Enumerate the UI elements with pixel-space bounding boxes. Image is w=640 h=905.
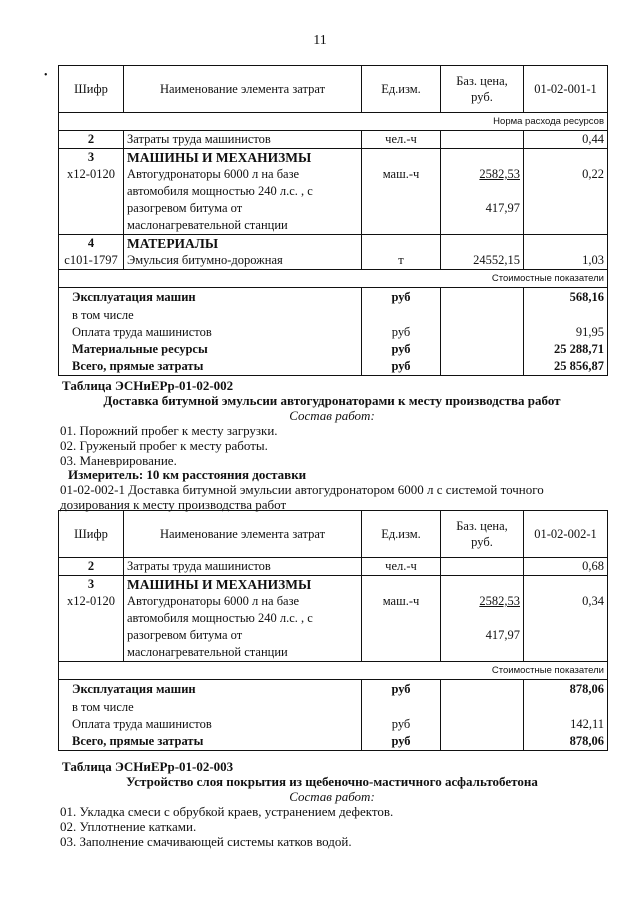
row-code: 4: [59, 235, 124, 253]
row-unit: чел.-ч: [362, 131, 441, 149]
header-name: Наименование элемента затрат: [124, 511, 362, 558]
summary-row: [59, 307, 608, 324]
summary-row: [59, 733, 608, 751]
summary-name: Эксплуатация машин: [59, 680, 362, 700]
summary-value: 878,06: [524, 680, 608, 700]
row-unit: т: [362, 252, 441, 270]
summary-note: в том числе: [59, 699, 362, 716]
work-step: 01. Порожний пробег к месту загрузки.: [60, 423, 278, 438]
section-label-row: [59, 113, 608, 131]
work-description: 01-02-002-1 Доставка битумной эмульсии автогудронатором 6000 л с системой точного: [60, 482, 544, 497]
row-value: 0,44: [524, 131, 608, 149]
row-value: 1,03: [524, 252, 608, 270]
summary-unit: руб: [362, 341, 441, 358]
work-step: 03. Заполнение смачивающей системы катков водой.: [60, 834, 352, 849]
table-row: [59, 200, 608, 217]
row-value: 0,68: [524, 558, 608, 576]
cost-label: Стоимостные показатели: [59, 662, 608, 680]
table-subtitle: Устройство слоя покрытия из щебеночно-мастичного асфальтобетона: [126, 774, 538, 789]
row-name-cont: автомобиля мощностью 240 л.с. , с: [127, 611, 313, 625]
summary-total-value: 25 856,87: [524, 358, 608, 376]
table-row: [59, 593, 608, 610]
row-group-title: МАТЕРИАЛЫ: [127, 236, 219, 251]
summary-row: [59, 680, 608, 700]
summary-row: [59, 324, 608, 341]
work-step: 02. Уплотнение катками.: [60, 819, 197, 834]
row-unit: маш.-ч: [362, 593, 441, 610]
table-row: [59, 252, 608, 270]
summary-row: [59, 288, 608, 308]
header-code: Шифр: [59, 66, 124, 113]
row-name: Затраты труда машинистов: [124, 131, 362, 149]
work-step: 01. Укладка смеси с обрубкой краев, устранением дефектов.: [60, 804, 394, 819]
composition-label: Состав работ:: [289, 408, 375, 423]
work-step: 02. Груженый пробег к месту работы.: [60, 438, 268, 453]
summary-row: [59, 358, 608, 376]
row-name-cont: автомобиля мощностью 240 л.с. , с: [127, 184, 313, 198]
summary-unit: руб: [362, 716, 441, 733]
table-row: [59, 149, 608, 167]
summary-name: Оплата труда машинистов: [59, 324, 362, 341]
row-name: Автогудронаторы 6000 л на базе: [127, 167, 300, 181]
summary-unit: руб: [362, 680, 441, 700]
summary-unit: руб: [362, 733, 441, 751]
row-code: 3: [59, 149, 124, 167]
summary-name: Эксплуатация машин: [59, 288, 362, 308]
summary-value: 142,11: [524, 716, 608, 733]
header-table-code: 01-02-001-1: [524, 66, 608, 113]
summary-row: [59, 699, 608, 716]
row-name-cont: маслонагревательной станции: [124, 217, 362, 235]
row-name: Автогудронаторы 6000 л на базе: [127, 594, 300, 608]
meter-line: Измеритель: 10 км расстояния доставки: [68, 467, 307, 482]
row-group-title: МАШИНЫ И МЕХАНИЗМЫ: [127, 577, 312, 592]
header-price-line1: Баз. цена,: [456, 74, 508, 88]
work-description-cont: дозирования к месту производства работ: [60, 497, 287, 512]
header-name: Наименование элемента затрат: [124, 66, 362, 113]
table-row: [59, 627, 608, 644]
table-row: [59, 166, 608, 183]
row-code: 3: [59, 576, 124, 594]
row-code: 2: [59, 131, 124, 149]
table-header-row: [59, 66, 608, 113]
row-price: 2582,53: [479, 594, 520, 608]
summary-note: в том числе: [59, 307, 362, 324]
row-price-secondary: 417,97: [485, 628, 520, 642]
header-price-line2: руб.: [471, 535, 493, 549]
table-header-row: [59, 511, 608, 558]
row-code: 2: [59, 558, 124, 576]
table-subtitle: Доставка битумной эмульсии автогудронаторами к месту производства работ: [103, 393, 561, 408]
work-step: 03. Маневрирование.: [60, 453, 177, 468]
row-value: 0,22: [524, 166, 608, 183]
table-title: Таблица ЭСНиЕРр-01-02-002: [62, 378, 234, 393]
row-code: х12-0120: [59, 166, 124, 183]
cost-table-01-02-001: [58, 65, 608, 376]
header-code: Шифр: [59, 511, 124, 558]
summary-total-value: 878,06: [524, 733, 608, 751]
summary-unit: руб: [362, 324, 441, 341]
row-unit: маш.-ч: [362, 166, 441, 183]
summary-name: Материальные ресурсы: [59, 341, 362, 358]
row-name-cont: маслонагревательной станции: [124, 644, 362, 662]
table-title: Таблица ЭСНиЕРр-01-02-003: [62, 759, 234, 774]
margin-mark: •: [44, 70, 48, 81]
composition-label: Состав работ:: [289, 789, 375, 804]
summary-value: 91,95: [524, 324, 608, 341]
summary-row: [59, 716, 608, 733]
summary-unit: руб: [362, 288, 441, 308]
table-row: [59, 558, 608, 576]
header-price-line1: Баз. цена,: [456, 519, 508, 533]
summary-row: [59, 341, 608, 358]
row-unit: чел.-ч: [362, 558, 441, 576]
table-row: [59, 217, 608, 235]
table-row: [59, 131, 608, 149]
row-name-cont: разогревом битума от: [127, 628, 243, 642]
cost-table-01-02-002: [58, 510, 608, 751]
page-number: 11: [313, 33, 327, 48]
row-name: Эмульсия битумно-дорожная: [124, 252, 362, 270]
summary-name: Оплата труда машинистов: [59, 716, 362, 733]
summary-value: 568,16: [524, 288, 608, 308]
row-price-secondary: 417,97: [485, 201, 520, 215]
summary-total-name: Всего, прямые затраты: [59, 733, 362, 751]
summary-value: 25 288,71: [524, 341, 608, 358]
header-price: [441, 511, 524, 558]
row-code: х12-0120: [59, 593, 124, 610]
header-table-code: 01-02-002-1: [524, 511, 608, 558]
row-group-title: МАШИНЫ И МЕХАНИЗМЫ: [127, 150, 312, 165]
table-row: [59, 576, 608, 594]
table-row: [59, 183, 608, 200]
header-price-line2: руб.: [471, 90, 493, 104]
row-value: 0,34: [524, 593, 608, 610]
norm-label: Норма расхода ресурсов: [59, 113, 608, 131]
row-price: 24552,15: [441, 252, 524, 270]
row-price: 2582,53: [479, 167, 520, 181]
section-label-row: [59, 662, 608, 680]
header-unit: Ед.изм.: [362, 511, 441, 558]
table-row: [59, 644, 608, 662]
row-name: Затраты труда машинистов: [124, 558, 362, 576]
table-row: [59, 610, 608, 627]
header-unit: Ед.изм.: [362, 66, 441, 113]
section-label-row: [59, 270, 608, 288]
table-row: [59, 235, 608, 253]
row-code: с101-1797: [59, 252, 124, 270]
row-name-cont: разогревом битума от: [127, 201, 243, 215]
summary-total-name: Всего, прямые затраты: [59, 358, 362, 376]
summary-unit: руб: [362, 358, 441, 376]
header-price: [441, 66, 524, 113]
cost-label: Стоимостные показатели: [59, 270, 608, 288]
